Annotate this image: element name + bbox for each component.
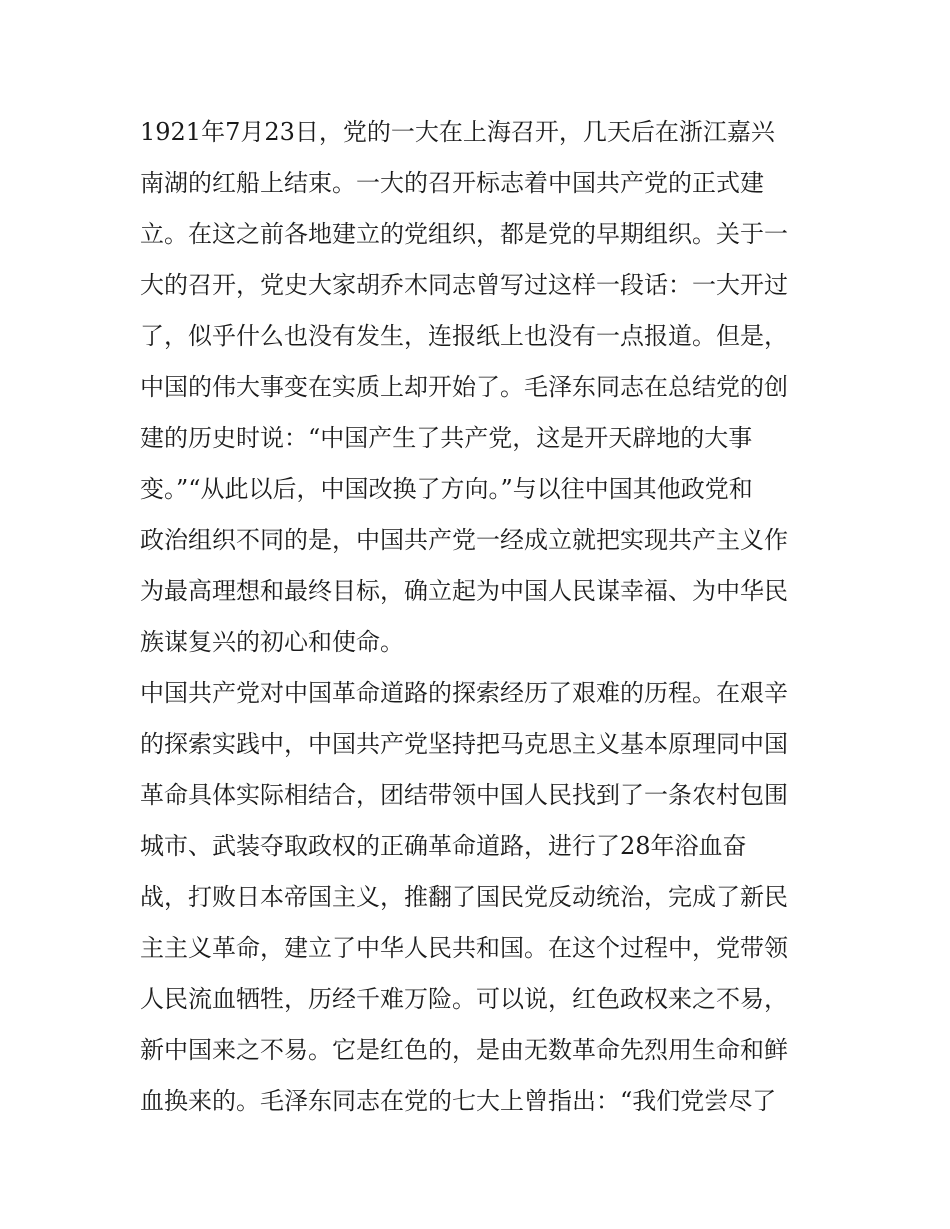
paragraph-2 (140, 668, 820, 1127)
text-line: 1921年7月23日，党的一大在上海召开，几天后在浙江嘉兴 (140, 118, 775, 146)
text-line: 大的召开，党史大家胡乔木同志曾写过这样一段话：一大开过 (140, 271, 788, 299)
text-line: 南湖的红船上结束。一大的召开标志着中国共产党的正式建 (140, 169, 764, 197)
text-line: 了，似乎什么也没有发生，连报纸上也没有一点报道。但是， (140, 322, 788, 350)
text-line: 变。”“从此以后，中国改换了方向。”与以往中国其他政党和 (140, 475, 753, 503)
text-line: 城市、武装夺取政权的正确革命道路，进行了28年浴血奋 (140, 832, 747, 860)
text-line: 政治组织不同的是，中国共产党一经成立就把实现共产主义作 (140, 526, 788, 554)
text-line: 为最高理想和最终目标，确立起为中国人民谋幸福、为中华民 (140, 577, 788, 605)
text-line: 中国的伟大事变在实质上却开始了。毛泽东同志在总结党的创 (140, 373, 788, 401)
document-body (140, 107, 820, 1127)
text-line: 人民流血牺牲，历经千难万险。可以说，红色政权来之不易， (140, 985, 788, 1013)
text-line: 新中国来之不易。它是红色的，是由无数革命先烈用生命和鲜 (140, 1036, 788, 1064)
paragraph-1 (140, 107, 820, 668)
text-line: 战，打败日本帝国主义，推翻了国民党反动统治，完成了新民 (140, 883, 788, 911)
text-line: 的探索实践中，中国共产党坚持把马克思主义基本原理同中国 (140, 730, 788, 758)
text-line: 中国共产党对中国革命道路的探索经历了艰难的历程。在艰辛 (140, 679, 788, 707)
text-line: 血换来的。毛泽东同志在党的七大上曾指出：“我们党尝尽了 (140, 1087, 777, 1115)
text-line: 主主义革命，建立了中华人民共和国。在这个过程中，党带领 (140, 934, 788, 962)
text-line: 建的历史时说：“中国产生了共产党，这是开天辟地的大事 (140, 424, 753, 452)
text-line: 革命具体实际相结合，团结带领中国人民找到了一条农村包围 (140, 781, 788, 809)
text-line: 立。在这之前各地建立的党组织，都是党的早期组织。关于一 (140, 220, 788, 248)
text-line: 族谋复兴的初心和使命。 (140, 628, 404, 656)
